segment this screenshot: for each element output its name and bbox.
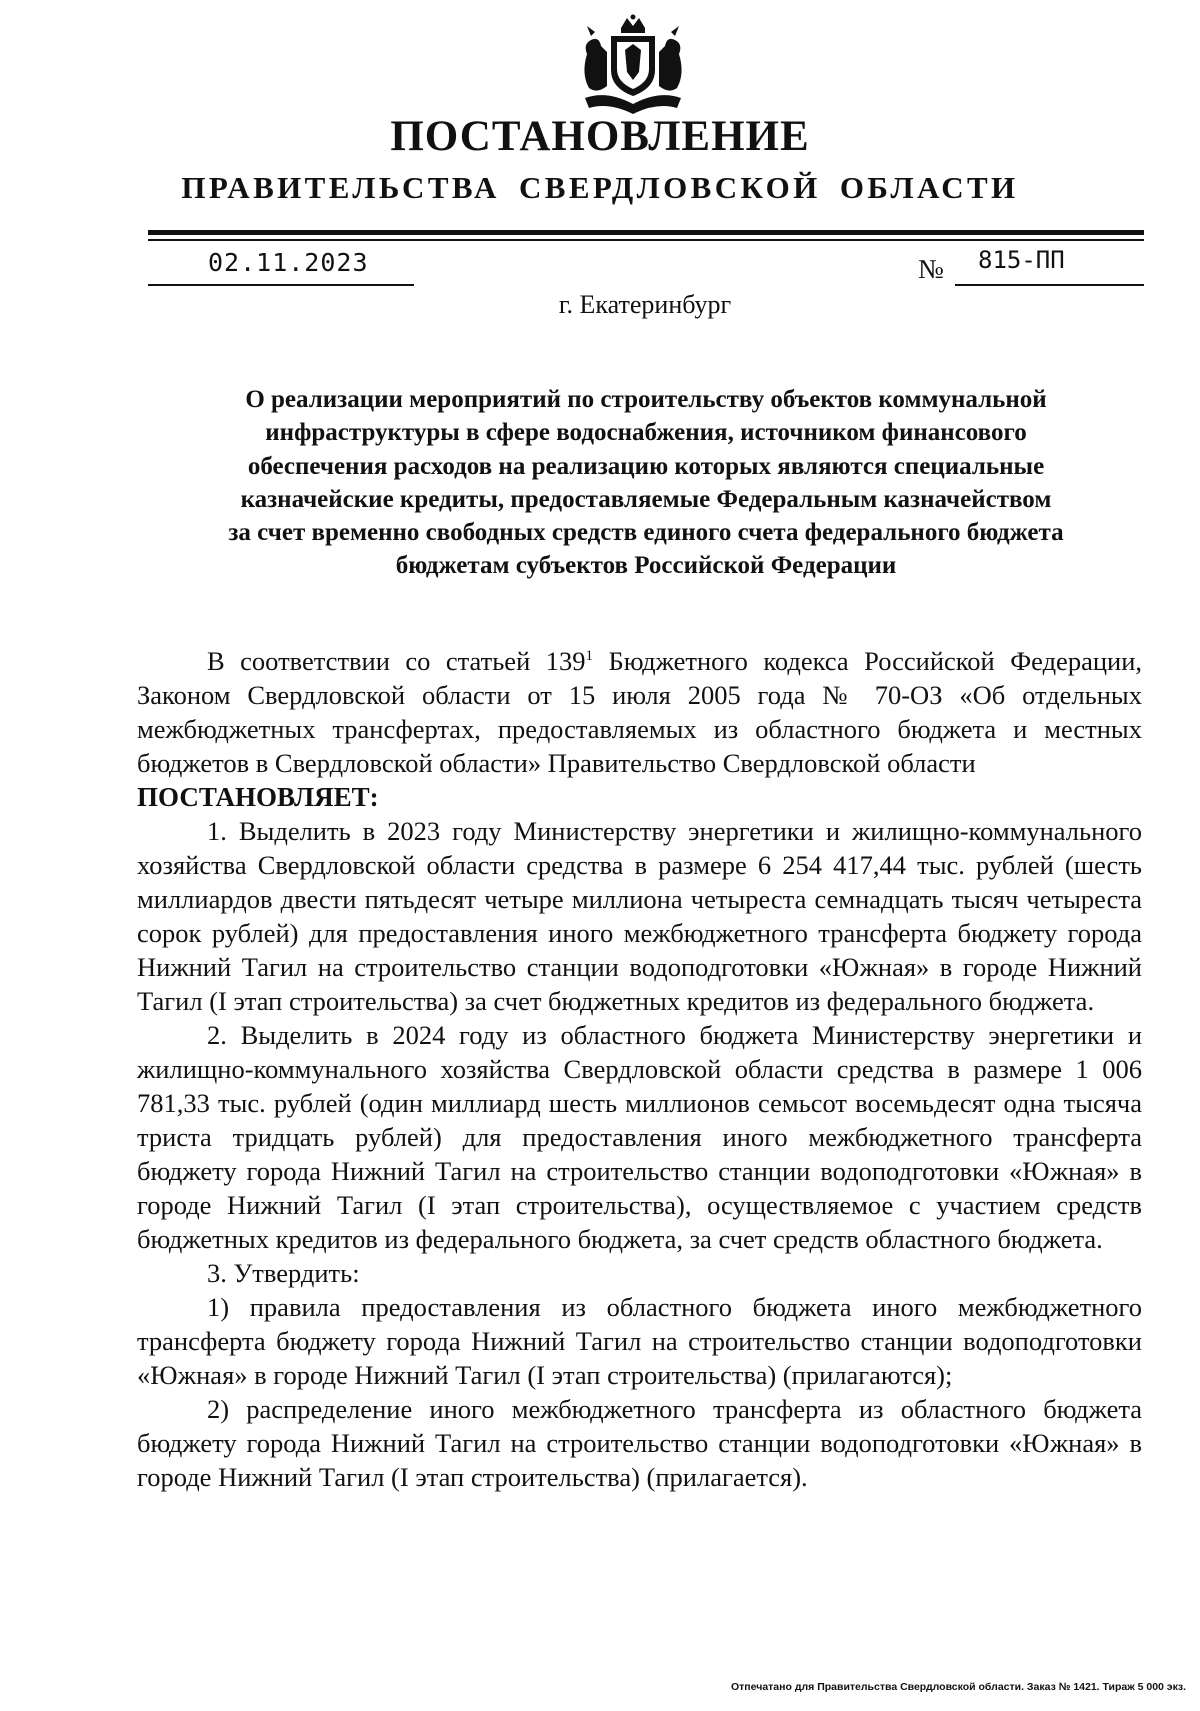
document-body [137, 644, 1142, 1494]
document-title [150, 383, 1142, 583]
item-3-paragraph: 3. Утвердить: [207, 1258, 360, 1288]
title-line: инфраструктуры в сфере водоснабжения, источником финансового [265, 419, 1027, 447]
title-line: за счет временно свободных средств единого счета федерального бюджета [228, 519, 1064, 547]
title-line: обеспечения расходов на реализацию которых являются специальные [247, 452, 1045, 480]
preamble-text-start: В соответствии со статьей 139 [207, 646, 586, 676]
document-number: 815-ПП [978, 246, 1065, 274]
item-3-2-paragraph: 2) распределение иного межбюджетного трансферта из областного бюджета бюджету города Нижний Тагил на строительство станции водоподготовки «Южная» в городе Нижний Тагил (I этап строительства) (прилагается). [137, 1394, 1142, 1492]
print-note: Отпечатано для Правительства Свердловской области. Заказ № 1421. Тираж 5 000 экз. [731, 1681, 1186, 1693]
item-2-paragraph: 2. Выделить в 2024 году из областного бюджета Министерству энергетики и жилищно-коммунального хозяйства Свердловской области средства в размере 1 006 781,33 тыс. рублей (один миллиард шесть миллионов семьсот восемьдесят одна тысяча триста тридцать рублей) для предоставления иного межбюджетного трансферта бюджету города Нижний Тагил на строительство станции водоподготовки «Южная» в городе Нижний Тагил (I этап строительства), осуществляемое с участием средств бюджетных кредитов из федерального бюджета, за счет средств областного бюджета. [137, 1020, 1142, 1254]
decree-line [137, 780, 1142, 814]
organization-heading: ПРАВИТЕЛЬСТВА СВЕРДЛОВСКОЙ ОБЛАСТИ [181, 170, 1019, 205]
number-underline [955, 284, 1144, 286]
number-sign: № [918, 254, 944, 284]
title-line: бюджетам субъектов Российской Федерации [395, 552, 897, 580]
item-1-paragraph: 1. Выделить в 2023 году Министерству энергетики и жилищно-коммунального хозяйства Свердловской области средства в размере 6 254 417,44 тыс. рублей (шесть миллиардов двести пятьдесят четыре миллиона четыреста семнадцать тысяч четыреста сорок рублей) для предоставления иного межбюджетного трансферта бюджету города Нижний Тагил на строительство станции водоподготовки «Южная» в городе Нижний Тагил (I этап строительства) за счет бюджетных кредитов из федерального бюджета. [137, 816, 1142, 1016]
preamble-text-end: Бюджетного кодекса Российской Федерации, Законом Свердловской области от 15 июля 2005 года № 70-ОЗ «Об отдельных межбюджетных трансфертах, предоставляемых из областного бюджета и местных бюджетов в Свердловской области» Правительство Свердловской области [137, 646, 1143, 778]
coat-of-arms-icon [577, 14, 689, 118]
header-rule-thin [148, 239, 1144, 241]
preamble-paragraph [137, 644, 1142, 780]
title-line: казначейские кредиты, предоставляемые Федеральным казначейством [240, 485, 1052, 513]
date-underline [148, 284, 414, 286]
header-rule-thick [148, 230, 1144, 235]
city: г. Екатеринбург [558, 290, 732, 319]
item-3-1-paragraph: 1) правила предоставления из областного бюджета иного межбюджетного трансферта бюджету города Нижний Тагил на строительство станции водоподготовки «Южная» в городе Нижний Тагил (I этап строительства) (прилагаются); [137, 1292, 1142, 1390]
document-type-heading: ПОСТАНОВЛЕНИЕ [390, 113, 810, 160]
article-superscript: 1 [585, 648, 593, 665]
decree-word: ПОСТАНОВЛЯЕТ: [137, 782, 379, 812]
title-line: О реализации мероприятий по строительству объектов коммунальной [245, 386, 1047, 413]
document-date: 02.11.2023 [208, 248, 369, 277]
